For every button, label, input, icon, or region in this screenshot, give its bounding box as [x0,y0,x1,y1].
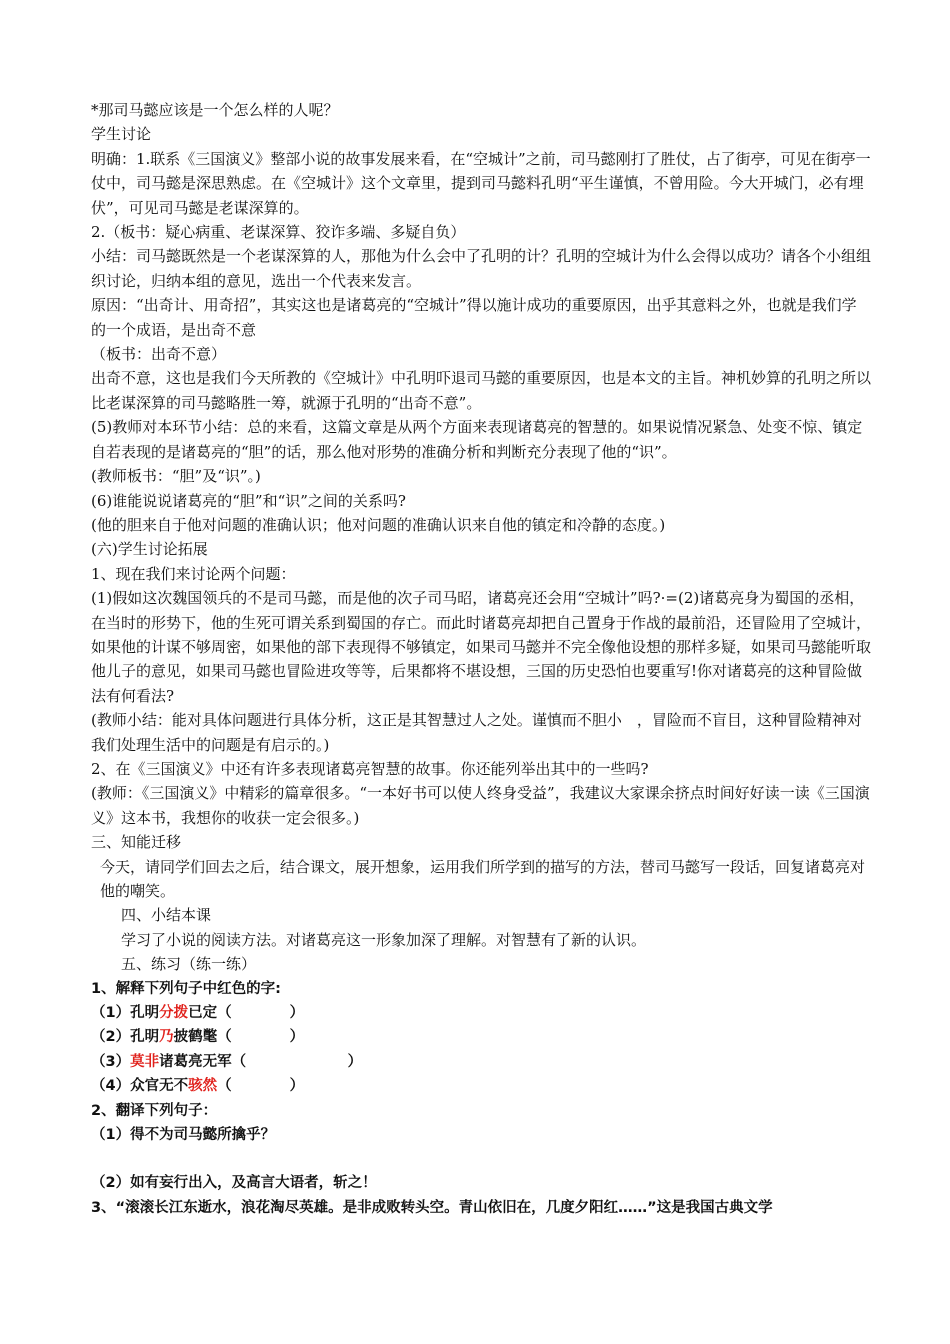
blackboard-note-2: （板书：出奇不意） [91,345,227,364]
lesson-summary-line: 学习了小说的阅读方法。对诸葛亮这一形象加深了理解。对智慧有了新的认识。 [121,930,647,949]
exercise-1-item: （3）莫非诸葛亮无军（ ） [91,1053,363,1070]
exercise-2-item-2: （2）如有妄行出入，及高言大语者，斩之！ [91,1175,377,1192]
document-page [91,98,871,1220]
section-5-heading: 五、练习（练一练） [121,955,257,974]
discussion-questions-paragraph: (1)假如这次魏国领兵的不是司马懿，而是他的次子司马昭，诸葛亮还会用“空城计”吗?·=(2)诸葛亮身为蜀国的丞相，在当时的形势下，他的生死可谓关系到蜀国的存亡。而此时诸葛亮却把自己置身于作战的最前沿，还冒险用了空城计，如果他的计谋不够周密，如果他的部下表现得不够镇定，如果司马懿并不完全像他设想的那样多疑，如果司马懿能听取他儿子的意见，如果司马懿也冒险进攻等等，后果都将不堪设想，三国的历史恐怕也要重写!你对诸葛亮的这种冒险做法有何看法? [91,589,872,705]
teacher-summary-paragraph: (5)教师对本环节小结：总的来看，这篇文章是从两个方面来表现诸葛亮的智慧的。如果说情况紧急、处变不惊、镇定自若表现的是诸葛亮的“胆”的话，那么他对形势的准确分析和判断充分表现了他的“识”。 [91,418,863,461]
question-line: *那司马懿应该是一个怎么样的人呢？ [91,101,339,119]
answer-space [91,1147,871,1171]
highlighted-word: 分拨 [159,1005,189,1022]
discussion-intro: 1、现在我们来讨论两个问题： [91,564,296,583]
summary-paragraph: 小结：司马懿既然是一个老谋深算的人，那他为什么会中了孔明的计？孔明的空城计为什么会得以成功？请各个小组组织讨论，归纳本组的意见，选出一个代表来发言。 [91,247,872,290]
highlighted-word: 乃 [159,1029,174,1046]
exercise-1-title: 1、解释下列句子中红色的字: [91,980,281,997]
section-3-heading: 三、知能迁移 [91,833,182,852]
transfer-paragraph: 今天，请同学们回去之后，结合课文，展开想象，运用我们所学到的描写的方法，替司马懿写一段话，回复诸葛亮对他的嘲笑。 [100,857,866,900]
section-6-heading: (六)学生讨论拓展 [91,540,208,559]
highlighted-word: 莫非 [130,1053,160,1070]
clarify-paragraph: 明确：1.联系《三国演义》整部小说的故事发展来看，在“空城计”之前，司马懿刚打了胜仗，占了街亭，可见在街亭一仗中，司马懿是深思熟虑。在《空城计》这个文章里，提到司马懿料孔明“平生谨慎，不曾用险。今大开城门，必有埋伏”，可见司马懿是老谋深算的。 [91,149,871,217]
section-4-heading: 四、小结本课 [121,906,212,925]
teacher-advice-paragraph: (教师：《三国演义》中精彩的篇章很多。“一本好书可以使人终身受益”，我建议大家课余挤点时间好好读一读《三国演义》这本书，我想你的收获一定会很多。) [91,784,870,827]
exercise-1-item: （2）孔明乃披鹤氅（ ） [91,1029,305,1046]
blackboard-note: 2.（板书：疑心病重、老谋深算、狡诈多端、多疑自负） [91,223,466,242]
question-2-line: 2、在《三国演义》中还有许多表现诸葛亮智慧的故事。你还能列举出其中的一些吗? [91,759,649,778]
reason-paragraph: 原因：“出奇计、用奇招”，其实这也是诸葛亮的“空城计”得以施计成功的重要原因，出乎其意料之外，也就是我们学的一个成语，是出奇不意 [91,296,857,339]
exercise-1-item: （4）众官无不骇然（ ） [91,1078,305,1095]
exercise-2-title: 2、翻译下列句子： [91,1102,218,1119]
exercise-1-item: （1）孔明分拨已定（ ） [91,1005,305,1022]
answer-6-line: (他的胆来自于他对问题的准确认识；他对问题的准确认识来自他的镇定和冷静的态度。) [91,515,666,534]
teacher-blackboard-line: (教师板书：“胆”及“识”。) [91,467,261,486]
highlighted-word: 骇然 [188,1078,218,1095]
question-6-line: (6)谁能说说诸葛亮的“胆”和“识”之间的关系吗? [91,491,406,510]
exercise-2-item-1: （1）得不为司马懿所擒乎？ [91,1127,276,1144]
exercise-3-line: 3、“滚滚长江东逝水，浪花淘尽英雄。是非成败转头空。青山依旧在，几度夕阳红……”这是我国古典文学 [91,1199,773,1216]
theme-paragraph: 出奇不意，这也是我们今天所教的《空城计》中孔明吓退司马懿的重要原因，也是本文的主旨。神机妙算的孔明之所以比老谋深算的司马懿略胜一筹，就源于孔明的“出奇不意”。 [91,369,872,412]
discussion-line: 学生讨论 [91,125,152,144]
teacher-conclusion-paragraph: (教师小结：能对具体问题进行具体分析，这正是其智慧过人之处。谨慎而不胆小 ，冒险而不盲目，这种冒险精神对我们处理生活中的问题是有启示的。) [91,711,862,754]
